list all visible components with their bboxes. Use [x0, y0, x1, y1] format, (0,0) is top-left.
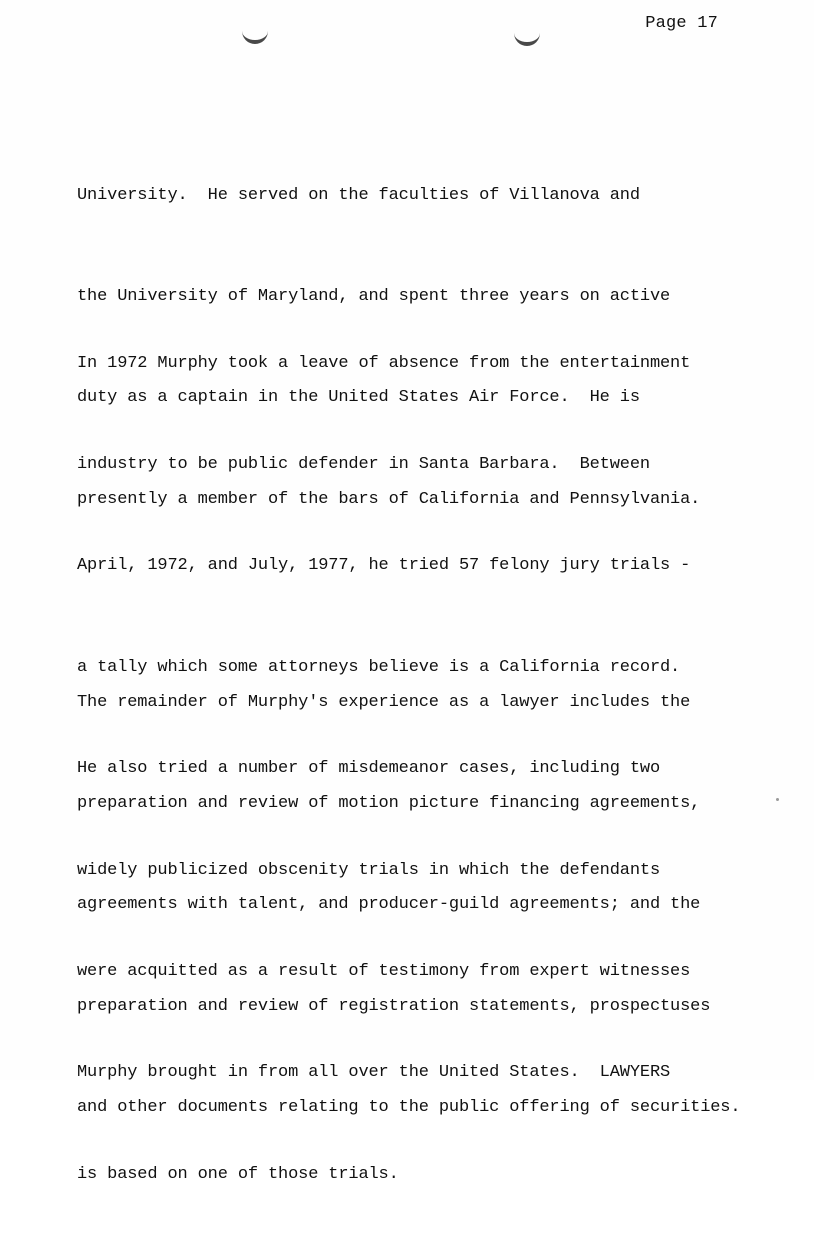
text-line: a tally which some attorneys believe is a California record.	[77, 657, 681, 677]
text-line: preparation and review of registration statements, prospectuses	[77, 996, 711, 1016]
text-line: and other documents relating to the public offering of securities.	[77, 1098, 741, 1118]
page-number: Page 17	[645, 14, 718, 33]
text-line: Murphy brought in from all over the United States. LAWYERS	[77, 1063, 671, 1083]
paragraph-legal-experience	[77, 618, 777, 1193]
text-line: April, 1972, and July, 1977, he tried 57 felony jury trials -	[77, 556, 691, 576]
text-line: preparation and review of motion picture financing agreements,	[77, 793, 701, 813]
text-line: University. He served on the faculties of Villanova and	[77, 185, 640, 205]
text-line: The remainder of Murphy's experience as a lawyer includes the	[77, 692, 691, 712]
text-line: agreements with talent, and producer-guild agreements; and the	[77, 895, 701, 915]
punch-hole-mark-left	[242, 26, 268, 44]
text-line: industry to be public defender in Santa Barbara. Between	[77, 454, 650, 474]
text-line: duty as a captain in the United States Air Force. He is	[77, 388, 640, 408]
punch-hole-mark-right	[514, 28, 540, 46]
text-line: were acquitted as a result of testimony from expert witnesses	[77, 961, 691, 981]
paper-speck	[776, 798, 779, 801]
text-line: is based on one of those trials.	[77, 1164, 399, 1184]
text-line: widely publicized obscenity trials in which the defendants	[77, 860, 660, 880]
text-line: He also tried a number of misdemeanor cases, including two	[77, 759, 660, 779]
text-line: the University of Maryland, and spent three years on active	[77, 286, 671, 306]
text-line: In 1972 Murphy took a leave of absence from the entertainment	[77, 353, 691, 373]
text-line: presently a member of the bars of California and Pennsylvania.	[77, 489, 701, 509]
